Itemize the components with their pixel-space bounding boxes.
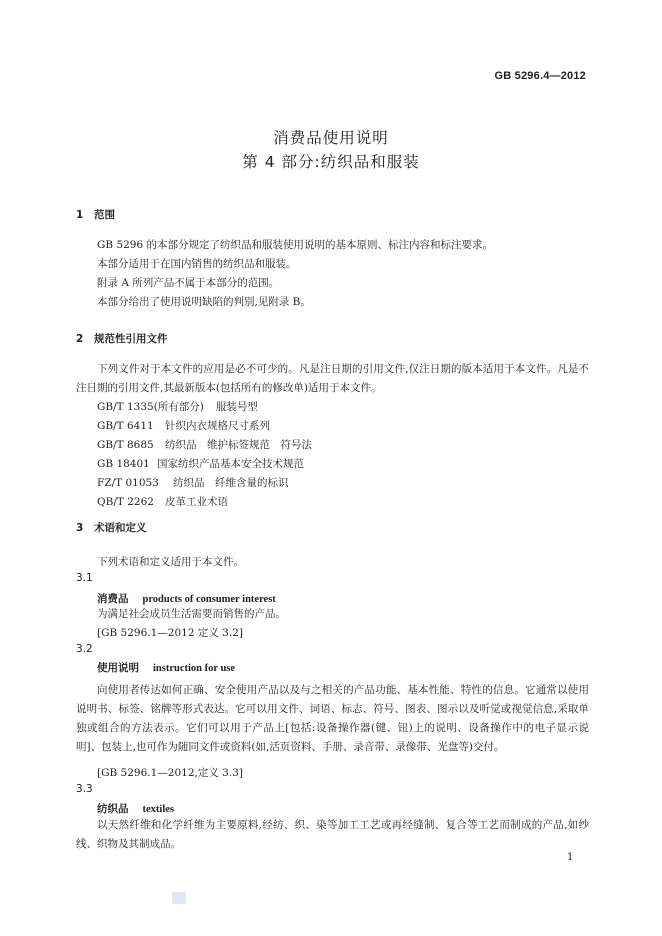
reference-title: 国家纺织产品基本安全技术规范 (157, 458, 304, 470)
reference-code: QB/T 2262 (97, 496, 154, 508)
reference-title: 纺织品 纤维含量的标识 (173, 477, 289, 489)
term-number: 3.3 (76, 783, 93, 795)
term-heading (97, 591, 276, 606)
term-definition: 为满足社会成员生活需要而销售的产品。 (97, 608, 286, 620)
document-title: 消费品使用说明 (273, 129, 389, 147)
reference-item (97, 436, 589, 455)
reference-item (97, 474, 589, 493)
reference-item (97, 417, 589, 436)
document-subtitle: 第 4 部分:纺织品和服装 (242, 153, 420, 171)
section-number: 1 (76, 209, 84, 221)
scope-paragraph: 附录 A 所列产品不属于本部分的范围。 (97, 277, 280, 289)
section-number: 3 (76, 522, 84, 534)
reference-code: GB/T 1335(所有部分) (97, 401, 204, 413)
standard-code: GB 5296.4—2012 (494, 70, 586, 82)
page-number: 1 (567, 852, 574, 863)
scope-paragraph: 本部分适用于在国内销售的纺织品和服装。 (97, 258, 297, 270)
scope-paragraph: GB 5296 的本部分规定了纺织品和服装使用说明的基本原则、标注内容和标注要求。 (97, 239, 493, 251)
reference-title: 服装号型 (215, 401, 258, 413)
section-title: 范围 (94, 209, 115, 221)
section-heading-terms (76, 520, 147, 535)
term-zh: 纺织品 (97, 803, 129, 815)
term-source: [GB 5296.1—2012 定义 3.2] (97, 627, 243, 639)
reference-item (97, 455, 589, 474)
term-definition: 以天然纤维和化学纤维为主要原料,经纺、织、染等加工工艺或再经缝制、复合等工艺而制成的产品,如纱线、织物及其制成品。 (76, 819, 589, 850)
reference-code: FZ/T 01053 (97, 477, 159, 489)
publisher-logo-icon (172, 892, 186, 904)
section-title: 规范性引用文件 (94, 333, 168, 345)
term-heading (97, 801, 174, 816)
term-heading (97, 660, 235, 675)
reference-title: 皮革工业术语 (165, 496, 228, 508)
section-heading-normative-references (76, 331, 168, 346)
reference-title: 针织内衣规格尺寸系列 (165, 420, 270, 432)
reference-code: GB/T 8685 (97, 439, 154, 451)
reference-title: 纺织品 维护标签规范 符号法 (165, 439, 312, 451)
term-number: 3.2 (76, 643, 93, 655)
section-title: 术语和定义 (94, 522, 147, 534)
term-en: textiles (142, 804, 174, 815)
section-number: 2 (76, 333, 84, 345)
reference-item (97, 398, 589, 417)
reference-code: GB/T 6411 (97, 420, 154, 432)
reference-code: GB 18401 (97, 458, 150, 470)
term-definition: 向使用者传达如何正确、安全使用产品以及与之相关的产品功能、基本性能、特性的信息。它通常以使用说明书、标签、铭牌等形式表达。它可以用文件、词语、标志、符号、图表、图示以及听觉或视觉信息,采取单独或组合的方法表示。它们可以用于产品上[包括:设备操作器(键、钮)上的说明、设备操作中的电子显示说明]、包装上,也可作为随同文件或资料(如,活页资料、手册、录音带、录像带、光盘等)交付。 (76, 684, 589, 753)
term-zh: 使用说明 (97, 662, 139, 674)
term-zh: 消费品 (97, 593, 129, 605)
term-source: [GB 5296.1—2012,定义 3.3] (97, 767, 243, 779)
normative-intro-paragraph: 下列文件对于本文件的应用是必不可少的。凡是注日期的引用文件,仅注日期的版本适用于本文件。凡是不注日期的引用文件,其最新版本(包括所有的修改单)适用于本文件。 (76, 363, 589, 394)
section-heading-scope (76, 207, 115, 222)
term-number: 3.1 (76, 572, 93, 584)
reference-item (97, 493, 589, 512)
term-en: instruction for use (153, 663, 236, 674)
terms-intro-paragraph: 下列术语和定义适用于本文件。 (97, 556, 244, 568)
term-en: products of consumer interest (142, 594, 276, 605)
scope-paragraph: 本部分给出了使用说明缺陷的判别,见附录 B。 (97, 296, 311, 308)
